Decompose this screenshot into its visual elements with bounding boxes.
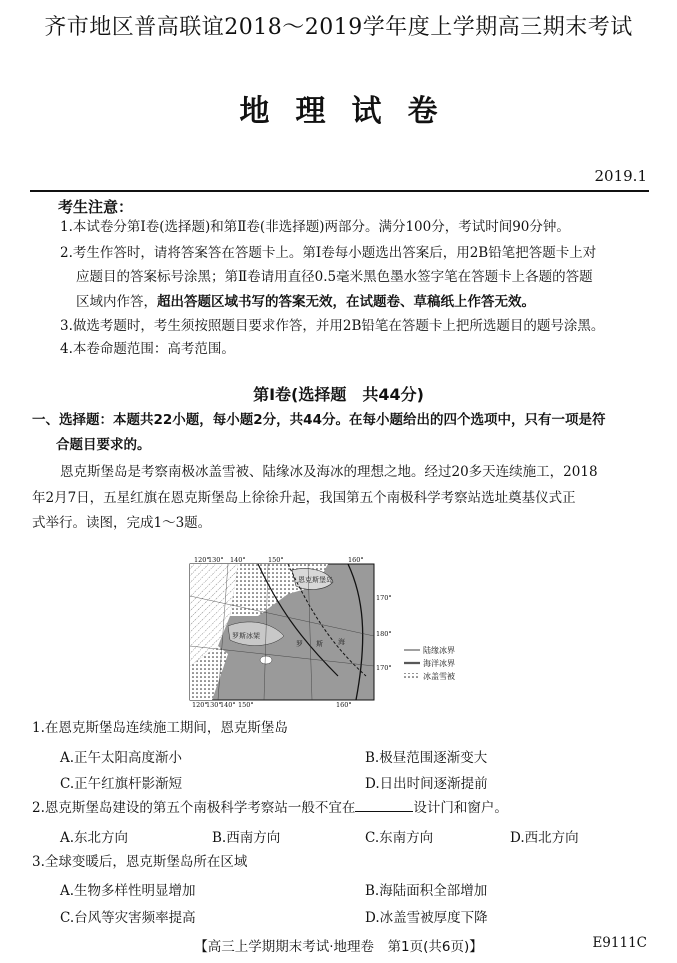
tick-label: 170° [376,594,392,602]
notice-item-1: 1.本试卷分第Ⅰ卷(选择题)和第Ⅱ卷(非选择题)两部分。满分100分，考试时间90分钟。 [60,219,570,235]
notice-emphasis: 超出答题区域书写的答案无效，在试题卷、草稿纸上作答无效。 [157,294,535,310]
section-title: 第Ⅰ卷(选择题 共44分) [253,385,424,404]
exam-header: 齐市地区普高联谊2018～2019学年度上学期高三期末考试 [44,15,633,40]
map-legend [404,645,455,681]
header-divider [30,190,649,192]
map-top-ticks [194,556,364,564]
tick-label: 130° [206,701,222,708]
question-2-option-a: A.东北方向 [60,830,129,846]
question-3-option-a: A.生物多样性明显增加 [60,883,196,899]
ross-sea-map [188,556,470,708]
question-2-stem [32,799,508,817]
passage-line-2: 年2月7日，五星红旗在恩克斯堡岛上徐徐升起，我国第五个南极科学考察站选址奠基仪式正 [32,490,576,506]
tick-label: 130° [208,556,224,564]
question-3-stem: 3.全球变暖后，恩克斯堡岛所在区域 [32,854,248,870]
tick-label: 120° [194,556,210,564]
place-label: 斯 [316,640,323,648]
place-label: 海 [338,638,345,646]
legend-entry: 陆缘冰界 [423,646,455,655]
notice-item-2-cont: 应题目的答案标号涂黑；第Ⅱ卷请用直径0.5毫米黑色墨水签字笔在答题卡上各题的答题 [76,269,593,285]
notice-text: 区域内作答， [76,294,157,310]
passage-line-1: 恩克斯堡岛是考察南极冰盖雪被、陆缘冰及海冰的理想之地。经过20多天连续施工，2018 [60,464,598,480]
section-instruction: 一、选择题：本题共22小题，每小题2分，共44分。在每小题给出的四个选项中，只有一项是符 [32,412,606,428]
question-1-stem: 1.在恩克斯堡岛连续施工期间，恩克斯堡岛 [32,720,288,736]
legend-entry: 海洋冰界 [423,659,455,668]
question-3-option-c: C.台风等灾害频率提高 [60,910,196,926]
notice-item-2-end [76,293,535,311]
question-1-option-c: C.正午红旗杆影渐短 [60,776,183,792]
question-3-option-d: D.冰盖雪被厚度下降 [365,910,488,926]
section-instruction-cont: 合题目要求的。 [56,437,151,453]
notice-item-2: 2.考生作答时，请将答案答在答题卡上。第Ⅰ卷每小题选出答案后，用2B铅笔把答题卡上对 [60,245,597,261]
question-2-stem-after: 设计门和窗户。 [413,800,508,816]
question-1-option-a: A.正午太阳高度渐小 [60,750,183,766]
legend-entry: 冰盖雪被 [423,672,455,681]
place-label: 罗 [296,640,303,648]
passage-line-3: 式举行。读图，完成1～3题。 [32,515,212,531]
tick-label: 150° [268,556,284,564]
question-2-option-c: C.东南方向 [365,830,434,846]
tick-label: 140° [220,701,236,708]
place-label: 罗斯冰架 [232,632,260,640]
tick-label: 120° [192,701,208,708]
question-1-option-d: D.日出时间逐渐提前 [365,776,488,792]
question-1-option-b: B.极昼范围逐渐变大 [365,750,488,766]
map-bottom-ticks [192,701,352,708]
answer-blank [355,799,413,812]
notice-item-3: 3.做选考题时，考生须按照题目要求作答，并用2B铅笔在答题卡上把所选题目的题号涂黑。 [60,318,605,334]
exam-date: 2019.1 [594,167,647,185]
tick-label: 150° [238,701,254,708]
tick-label: 180° [376,630,392,638]
page-footer: 【高三上学期期末考试·地理卷 第1页(共6页)】 [194,939,483,955]
question-2-option-b: B.西南方向 [212,830,281,846]
question-2-option-d: D.西北方向 [510,830,579,846]
place-label: 恩克斯堡岛 [298,576,333,584]
tick-label: 140° [230,556,246,564]
notice-item-4: 4.本卷命题范围：高考范围。 [60,341,235,357]
tick-label: 160° [348,556,364,564]
notice-title: 考生注意： [58,198,134,216]
map-right-ticks [376,594,392,672]
question-2-stem-before: 2.恩克斯堡岛建设的第五个南极科学考察站一般不宜在 [32,800,356,816]
exam-code: E9111C [592,935,647,951]
map-frame [190,564,374,700]
page-title: 地理试卷 [239,94,464,129]
tick-label: 170° [376,664,392,672]
question-3-option-b: B.海陆面积全部增加 [365,883,488,899]
tick-label: 160° [336,701,352,708]
